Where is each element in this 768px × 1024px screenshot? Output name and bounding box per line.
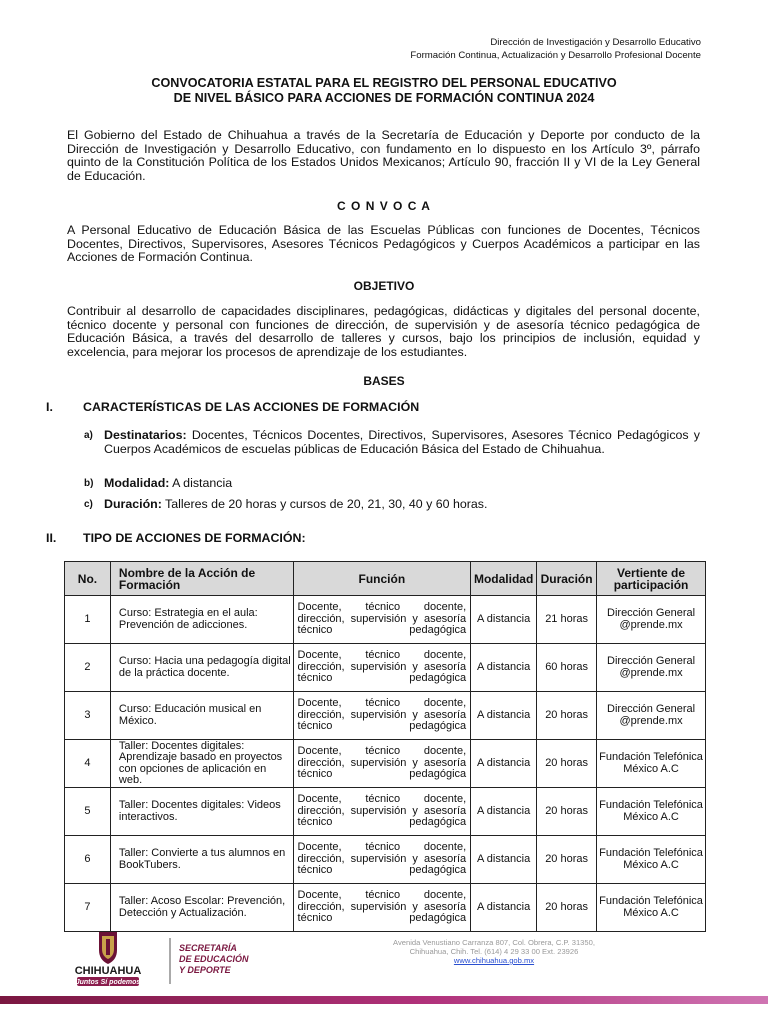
cell-duration: 20 horas xyxy=(537,692,597,740)
cell-modality: A distancia xyxy=(471,884,537,932)
secretaria-line-2: DE EDUCACIÓN xyxy=(179,954,249,964)
logo-state-name: CHIHUAHUA xyxy=(74,965,142,977)
cell-function: Docente, técnico docente, dirección, supervisión y asesoría técnico pedagógica xyxy=(293,788,471,836)
cell-name: Taller: Docentes digitales: Aprendizaje basado en proyectos con opciones de aplicación en web. xyxy=(110,740,293,788)
cell-modality: A distancia xyxy=(471,740,537,788)
convoca-heading: C O N V O C A xyxy=(337,199,431,213)
section-1-number: I. xyxy=(46,400,53,414)
cell-function: Docente, técnico docente, dirección, supervisión y asesoría técnico pedagógica xyxy=(293,836,471,884)
section-1-title: CARACTERÍSTICAS DE LAS ACCIONES DE FORMACIÓN xyxy=(83,400,420,414)
cell-function: Docente, técnico docente, dirección, supervisión y asesoría técnico pedagógica xyxy=(293,644,471,692)
objetivo-paragraph: Contribuir al desarrollo de capacidades disciplinares, pedagógicas, didácticas y digitales del personal docente, técnico docente y personal con funciones de dirección, de supervisión y de asesoría técnico pedagógica de Educación Básica, a través del desarrollo de talleres y cursos, bajo los principios de inclusión, equidad y excelencia, para mejorar los procesos de aprendizaje de los estudiantes. xyxy=(67,304,700,359)
cell-function: Docente, técnico docente, dirección, supervisión y asesoría técnico pedagógica xyxy=(293,740,471,788)
cell-vertiente: Fundación Telefónica México A.C xyxy=(597,788,706,836)
title-line-1: CONVOCATORIA ESTATAL PARA EL REGISTRO DEL PERSONAL EDUCATIVO xyxy=(151,76,617,90)
base-item-duracion xyxy=(84,497,700,511)
cell-duration: 20 horas xyxy=(537,884,597,932)
cell-no: 6 xyxy=(65,836,111,884)
base-item-text: Talleres de 20 horas y cursos de 20, 21, 30, 40 y 60 horas. xyxy=(165,497,488,511)
cell-no: 3 xyxy=(65,692,111,740)
column-header-modality: Modalidad xyxy=(471,562,537,596)
cell-function: Docente, técnico docente, dirección, supervisión y asesoría técnico pedagógica xyxy=(293,692,471,740)
cell-modality: A distancia xyxy=(471,836,537,884)
section-2-title: TIPO DE ACCIONES DE FORMACIÓN: xyxy=(83,531,306,545)
cell-modality: A distancia xyxy=(471,596,537,644)
table-row xyxy=(65,644,706,692)
table-row xyxy=(65,884,706,932)
table-row xyxy=(65,788,706,836)
section-2-heading xyxy=(46,531,306,545)
cell-vertiente: Fundación Telefónica México A.C xyxy=(597,836,706,884)
column-header-vertiente: Vertiente de participación xyxy=(597,562,706,596)
cell-name: Curso: Estrategia en el aula: Prevención de adicciones. xyxy=(110,596,293,644)
column-header-no: No. xyxy=(65,562,111,596)
cell-vertiente: Dirección General @prende.mx xyxy=(597,644,706,692)
base-item-letter: c) xyxy=(84,499,93,510)
footer-color-bar xyxy=(0,996,768,1004)
cell-name: Taller: Docentes digitales: Videos interactivos. xyxy=(110,788,293,836)
chihuahua-logo-icon xyxy=(73,930,273,986)
intro-paragraph: El Gobierno del Estado de Chihuahua a través de la Secretaría de Educación y Deporte por conducto de la Dirección de Investigación y Desarrollo Educativo, con fundamento en lo dispuesto en los Artículo 3º, párrafo quinto de la Constitución Política de los Estados Unidos Mexicanos; Artículo 90, fracción II y VI de la Ley General de Educación. xyxy=(67,128,700,183)
cell-no: 4 xyxy=(65,740,111,788)
footer-logos xyxy=(73,930,273,986)
cell-name: Curso: Hacia una pedagogía digital de la práctica docente. xyxy=(110,644,293,692)
cell-duration: 20 horas xyxy=(537,740,597,788)
header-line-2: Formación Continua, Actualización y Desarrollo Profesional Docente xyxy=(410,50,701,61)
cell-function: Docente, técnico docente, dirección, supervisión y asesoría técnico pedagógica xyxy=(293,884,471,932)
cell-modality: A distancia xyxy=(471,644,537,692)
bases-heading: BASES xyxy=(363,374,405,388)
base-item-destinatarios xyxy=(84,428,700,456)
cell-name: Taller: Convierte a tus alumnos en BookTubers. xyxy=(110,836,293,884)
table-row xyxy=(65,596,706,644)
page-header xyxy=(410,36,701,62)
document-title xyxy=(0,76,768,106)
secretaria-line-3: Y DEPORTE xyxy=(179,965,231,975)
table-row xyxy=(65,740,706,788)
cell-no: 5 xyxy=(65,788,111,836)
convoca-paragraph: A Personal Educativo de Educación Básica de las Escuelas Públicas con funciones de Docentes, Técnicos Docentes, Directivos, Supervisores, Asesores Técnicos Pedagógicos y Cuerpos Académicos a participar en las Acciones de Formación Continua. xyxy=(67,223,700,265)
cell-duration: 20 horas xyxy=(537,836,597,884)
training-actions-table xyxy=(64,561,706,932)
column-header-name: Nombre de la Acción de Formación xyxy=(110,562,293,596)
section-2-number: II. xyxy=(46,531,57,545)
base-item-text: Docentes, Técnicos Docentes, Directivos, Supervisores, Asesores Técnico Pedagógicos y Cuerpos Académicos de escuelas públicas de Educación Básica del Estado de Chihuahua. xyxy=(104,428,700,456)
cell-no: 2 xyxy=(65,644,111,692)
address-line-1: Avenida Venustiano Carranza 807, Col. Obrera, C.P. 31350, xyxy=(393,938,595,947)
cell-duration: 20 horas xyxy=(537,788,597,836)
column-header-duration: Duración xyxy=(537,562,597,596)
base-item-modalidad xyxy=(84,476,700,490)
website-link[interactable]: www.chihuahua.gob.mx xyxy=(453,956,535,965)
base-item-term: Modalidad: xyxy=(104,476,170,490)
cell-modality: A distancia xyxy=(471,788,537,836)
cell-vertiente: Fundación Telefónica México A.C xyxy=(597,884,706,932)
cell-duration: 60 horas xyxy=(537,644,597,692)
table-row xyxy=(65,692,706,740)
column-header-function: Función xyxy=(293,562,471,596)
table-row xyxy=(65,836,706,884)
base-item-term: Destinatarios: xyxy=(104,428,187,442)
base-item-letter: b) xyxy=(84,478,94,489)
logo-motto: Juntos Sí podemos xyxy=(75,979,141,986)
cell-name: Taller: Acoso Escolar: Prevención, Detección y Actualización. xyxy=(110,884,293,932)
cell-function: Docente, técnico docente, dirección, supervisión y asesoría técnico pedagógica xyxy=(293,596,471,644)
cell-vertiente: Fundación Telefónica México A.C xyxy=(597,740,706,788)
cell-vertiente: Dirección General @prende.mx xyxy=(597,692,706,740)
cell-no: 1 xyxy=(65,596,111,644)
header-line-1: Dirección de Investigación y Desarrollo Educativo xyxy=(490,37,701,48)
base-item-text: A distancia xyxy=(172,476,233,490)
address-line-2: Chihuahua, Chih. Tel. (614) 4 29 33 00 Ext. 23926 xyxy=(409,947,579,956)
section-1-heading xyxy=(46,400,419,414)
base-item-letter: a) xyxy=(84,430,93,441)
secretaria-line-1: SECRETARÍA xyxy=(179,943,237,953)
cell-no: 7 xyxy=(65,884,111,932)
cell-vertiente: Dirección General @prende.mx xyxy=(597,596,706,644)
cell-modality: A distancia xyxy=(471,692,537,740)
objetivo-heading: OBJETIVO xyxy=(353,279,415,293)
cell-duration: 21 horas xyxy=(537,596,597,644)
cell-name: Curso: Educación musical en México. xyxy=(110,692,293,740)
footer-address xyxy=(374,938,614,965)
title-line-2: DE NIVEL BÁSICO PARA ACCIONES DE FORMACIÓN CONTINUA 2024 xyxy=(173,91,595,105)
base-item-term: Duración: xyxy=(104,497,162,511)
table-header-row xyxy=(65,562,706,596)
